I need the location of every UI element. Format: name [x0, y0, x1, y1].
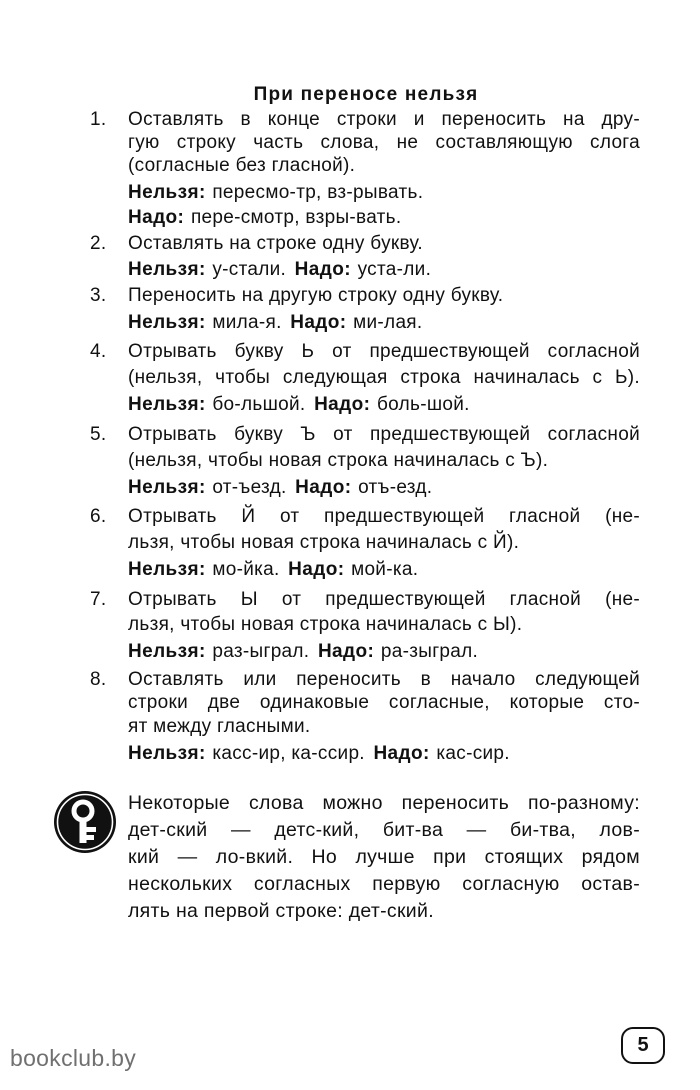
rule-text-line: гую строку часть слова, не составляющую слога: [128, 132, 640, 153]
example-text: раз-ыграл.: [212, 641, 310, 662]
allowed-label: Надо:: [295, 477, 352, 498]
rule-text-line: льзя, чтобы новая строка начиналась с Й).: [128, 532, 520, 553]
example-text: у-стали.: [212, 259, 287, 280]
example-text: мила-я.: [212, 312, 282, 333]
example-line: [128, 558, 640, 582]
rule-text-line: Оставлять в конце строки и переносить на дру-: [128, 109, 640, 130]
rule-number: 2.: [90, 233, 107, 254]
note-text-line: дет-ский — детс-кий, бит-ва — би-тва, лов-: [128, 819, 640, 841]
forbidden-label: Нельзя:: [128, 559, 206, 580]
forbidden-label: Нельзя:: [128, 477, 206, 498]
example-text: ра-зыграл.: [380, 641, 479, 662]
rule-number: 8.: [90, 669, 107, 690]
example-line: [128, 206, 640, 230]
watermark: bookclub.by: [10, 1045, 137, 1071]
example-text: пересмо-тр, вз-рывать.: [212, 182, 424, 203]
note-text-line: кий — ло-вкий. Но лучше при стоящих рядом: [128, 846, 640, 868]
rule-text-line: Отрывать букву Ь от предшествующей согласной: [128, 341, 640, 362]
rule-text-line: Переносить на другую строку одну букву.: [128, 285, 504, 306]
rule-text-line: Отрывать Ы от предшествующей гласной (не-: [128, 589, 640, 610]
page-title: При переносе нельзя: [253, 84, 479, 105]
rule-text-line: Отрывать букву Ъ от предшествующей согласной: [128, 424, 640, 445]
example-text: бо-льшой.: [212, 394, 306, 415]
allowed-label: Надо:: [314, 394, 371, 415]
page-number: 5: [621, 1027, 665, 1064]
rule-text-line: Оставлять или переносить в начало следующей: [128, 669, 640, 690]
rule-number: 5.: [90, 424, 107, 445]
note-text-line: лять на первой строке: дет-ский.: [128, 900, 434, 922]
example-text: боль-шой.: [377, 394, 470, 415]
forbidden-label: Нельзя:: [128, 312, 206, 333]
rule-number: 3.: [90, 285, 107, 306]
allowed-label: Надо:: [294, 259, 351, 280]
example-line: [128, 393, 640, 417]
example-text: отъ-езд.: [358, 477, 433, 498]
forbidden-label: Нельзя:: [128, 182, 206, 203]
allowed-label: Надо:: [128, 207, 185, 228]
example-line: [128, 181, 640, 205]
forbidden-label: Нельзя:: [128, 394, 206, 415]
example-line: [128, 258, 640, 282]
forbidden-label: Нельзя:: [128, 743, 206, 764]
rule-text-line: строки две одинаковые согласные, которые сто-: [128, 692, 640, 713]
rule-text-line: (согласные без гласной).: [128, 155, 356, 176]
allowed-label: Надо:: [290, 312, 347, 333]
example-line: [128, 476, 640, 500]
rule-text-line: (нельзя, чтобы следующая строка начиналась с Ь).: [128, 367, 640, 388]
rule-text-line: Оставлять на строке одну букву.: [128, 233, 423, 254]
rule-text-line: льзя, чтобы новая строка начиналась с Ы).: [128, 614, 523, 635]
example-line: [128, 311, 640, 335]
allowed-label: Надо:: [317, 641, 375, 662]
rule-text-line: ят между гласными.: [128, 716, 311, 737]
allowed-label: Надо:: [288, 559, 345, 580]
example-line: [128, 742, 640, 766]
allowed-label: Надо:: [373, 743, 430, 764]
note-text-line: нескольких согласных первую согласную остав-: [128, 873, 640, 895]
example-line: [128, 640, 640, 664]
example-text: уста-ли.: [357, 259, 432, 280]
example-text: ми-лая.: [353, 312, 423, 333]
rule-text-line: (нельзя, чтобы новая строка начиналась с Ъ).: [128, 450, 549, 471]
example-text: от-ъезд.: [212, 477, 287, 498]
example-text: мой-ка.: [351, 559, 419, 580]
note-text-line: Некоторые слова можно переносить по-разному:: [128, 792, 640, 814]
rule-number: 6.: [90, 506, 107, 527]
example-text: мо-йка.: [212, 559, 280, 580]
example-text: кас-сир.: [436, 743, 510, 764]
rule-number: 1.: [90, 109, 107, 130]
example-text: касс-ир, ка-ссир.: [212, 743, 365, 764]
example-text: пере-смотр, взры-вать.: [190, 207, 402, 228]
rule-number: 4.: [90, 341, 107, 362]
forbidden-label: Нельзя:: [128, 259, 206, 280]
key-icon: [53, 790, 117, 854]
forbidden-label: Нельзя:: [128, 641, 206, 662]
rule-number: 7.: [90, 589, 107, 610]
rule-text-line: Отрывать Й от предшествующей гласной (не-: [128, 506, 640, 527]
